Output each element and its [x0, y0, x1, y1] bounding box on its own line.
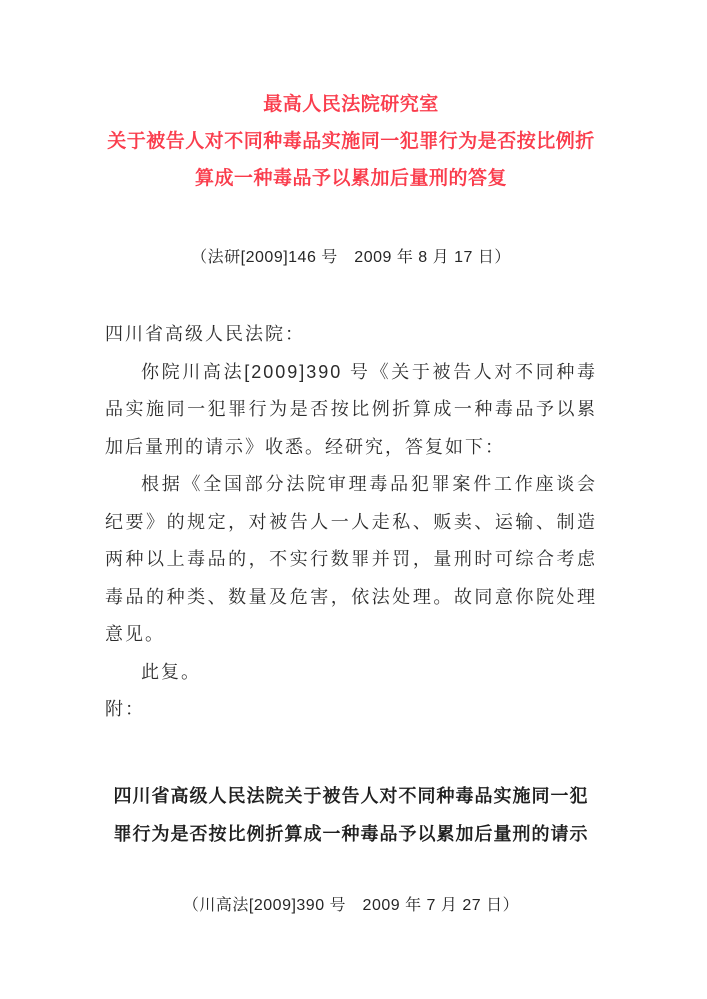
attachment-doc-number: （川高法[2009]390 号 2009 年 7 月 27 日） — [182, 896, 520, 914]
reply-doc-number: （法研[2009]146 号 2009 年 8 月 17 日） — [191, 249, 511, 266]
reply-title-line: 关于被告人对不同种毒品实施同一犯罪行为是否按比例折 — [107, 131, 595, 152]
body-paragraphs — [105, 316, 597, 729]
attachment-title-line: 罪行为是否按比例折算成一种毒品予以累加后量刑的请示 — [113, 823, 589, 844]
body-paragraph: 此复。 — [141, 661, 201, 682]
body-paragraph: 根据《全国部分法院审理毒品犯罪案件工作座谈会纪要》的规定，对被告人一人走私、贩卖、运输、制造两种以上毒品的，不实行数罪并罚，量刑时可综合考虑毒品的种类、数量及危害，依法处理。故同意你院处理意见。 — [105, 474, 597, 644]
reply-title-line: 最高人民法院研究室 — [263, 94, 439, 115]
body-paragraph: 四川省高级人民法院： — [105, 324, 305, 344]
reply-title — [105, 0, 597, 197]
attachment-title — [105, 777, 597, 853]
reply-title-line: 算成一种毒品予以累加后量刑的答复 — [194, 168, 507, 189]
body-paragraph: 你院川高法[2009]390 号《关于被告人对不同种毒品实施同一犯罪行为是否按比例折算成一种毒品予以累加后量刑的请示》收悉。经研究，答复如下： — [105, 361, 597, 457]
attachment-title-line: 四川省高级人民法院关于被告人对不同种毒品实施同一犯 — [113, 785, 589, 806]
body-paragraph: 附： — [105, 699, 145, 719]
